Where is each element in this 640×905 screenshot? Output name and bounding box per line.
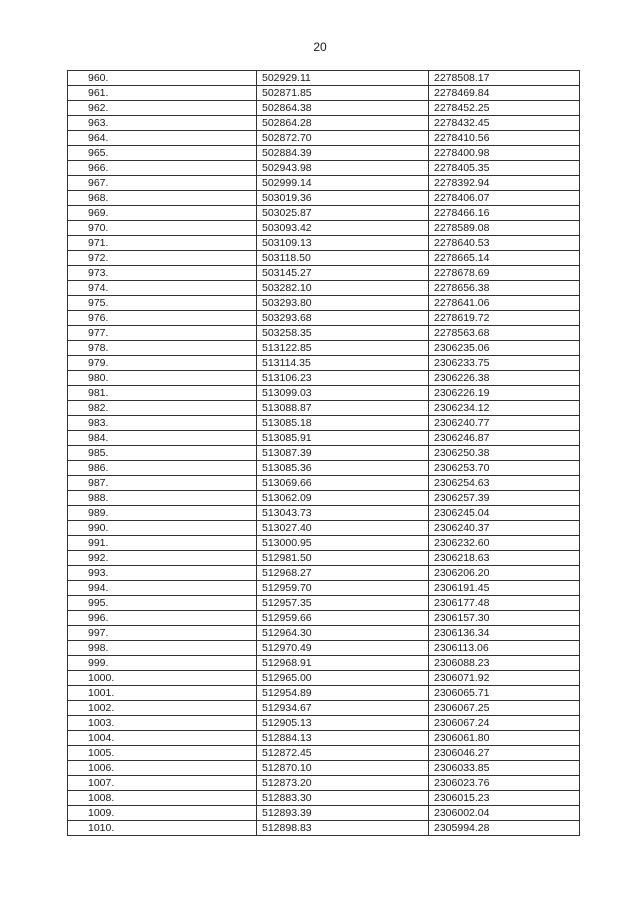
y-coordinate-cell: 2278619.72 [429, 311, 580, 326]
point-number-cell: 990. [68, 521, 257, 536]
table-row [68, 101, 580, 116]
y-coordinate-cell: 2278641.06 [429, 296, 580, 311]
table-row [68, 221, 580, 236]
table-row [68, 71, 580, 86]
x-coordinate-cell: 502864.38 [257, 101, 429, 116]
table-row [68, 401, 580, 416]
x-coordinate-cell: 503019.36 [257, 191, 429, 206]
table-row [68, 386, 580, 401]
y-coordinate-cell: 2306253.70 [429, 461, 580, 476]
y-coordinate-cell: 2306046.27 [429, 746, 580, 761]
y-coordinate-cell: 2306033.85 [429, 761, 580, 776]
table-row [68, 326, 580, 341]
y-coordinate-cell: 2278678.69 [429, 266, 580, 281]
point-number-cell: 965. [68, 146, 257, 161]
y-coordinate-cell: 2306067.24 [429, 716, 580, 731]
x-coordinate-cell: 513062.09 [257, 491, 429, 506]
point-number-cell: 1002. [68, 701, 257, 716]
table-row [68, 491, 580, 506]
table-row [68, 686, 580, 701]
y-coordinate-cell: 2306240.77 [429, 416, 580, 431]
y-coordinate-cell: 2306065.71 [429, 686, 580, 701]
x-coordinate-cell: 503025.87 [257, 206, 429, 221]
table-row [68, 86, 580, 101]
x-coordinate-cell: 512934.67 [257, 701, 429, 716]
point-number-cell: 978. [68, 341, 257, 356]
table-row [68, 776, 580, 791]
x-coordinate-cell: 513027.40 [257, 521, 429, 536]
point-number-cell: 983. [68, 416, 257, 431]
y-coordinate-cell: 2306245.04 [429, 506, 580, 521]
point-number-cell: 1003. [68, 716, 257, 731]
point-number-cell: 974. [68, 281, 257, 296]
table-row [68, 266, 580, 281]
table-row [68, 536, 580, 551]
coordinates-table [67, 70, 580, 836]
x-coordinate-cell: 512898.83 [257, 821, 429, 836]
table-row [68, 356, 580, 371]
x-coordinate-cell: 512905.13 [257, 716, 429, 731]
x-coordinate-cell: 502999.14 [257, 176, 429, 191]
point-number-cell: 973. [68, 266, 257, 281]
point-number-cell: 997. [68, 626, 257, 641]
x-coordinate-cell: 502872.70 [257, 131, 429, 146]
y-coordinate-cell: 2306191.45 [429, 581, 580, 596]
table-row [68, 791, 580, 806]
x-coordinate-cell: 503282.10 [257, 281, 429, 296]
x-coordinate-cell: 502929.11 [257, 71, 429, 86]
x-coordinate-cell: 513000.95 [257, 536, 429, 551]
table-row [68, 116, 580, 131]
point-number-cell: 966. [68, 161, 257, 176]
table-row [68, 761, 580, 776]
y-coordinate-cell: 2278452.25 [429, 101, 580, 116]
table-row [68, 236, 580, 251]
table-row [68, 626, 580, 641]
y-coordinate-cell: 2306015.23 [429, 791, 580, 806]
x-coordinate-cell: 512884.13 [257, 731, 429, 746]
x-coordinate-cell: 503145.27 [257, 266, 429, 281]
table-row [68, 191, 580, 206]
point-number-cell: 970. [68, 221, 257, 236]
point-number-cell: 969. [68, 206, 257, 221]
point-number-cell: 995. [68, 596, 257, 611]
point-number-cell: 987. [68, 476, 257, 491]
y-coordinate-cell: 2306250.38 [429, 446, 580, 461]
point-number-cell: 971. [68, 236, 257, 251]
y-coordinate-cell: 2306254.63 [429, 476, 580, 491]
point-number-cell: 975. [68, 296, 257, 311]
x-coordinate-cell: 513069.66 [257, 476, 429, 491]
y-coordinate-cell: 2306234.12 [429, 401, 580, 416]
y-coordinate-cell: 2305994.28 [429, 821, 580, 836]
x-coordinate-cell: 503093.42 [257, 221, 429, 236]
x-coordinate-cell: 512970.49 [257, 641, 429, 656]
x-coordinate-cell: 512981.50 [257, 551, 429, 566]
table-row [68, 551, 580, 566]
table-row [68, 281, 580, 296]
y-coordinate-cell: 2306240.37 [429, 521, 580, 536]
x-coordinate-cell: 512968.91 [257, 656, 429, 671]
table-row [68, 341, 580, 356]
point-number-cell: 996. [68, 611, 257, 626]
x-coordinate-cell: 513085.36 [257, 461, 429, 476]
x-coordinate-cell: 503118.50 [257, 251, 429, 266]
table-row [68, 716, 580, 731]
point-number-cell: 1005. [68, 746, 257, 761]
y-coordinate-cell: 2278400.98 [429, 146, 580, 161]
x-coordinate-cell: 502884.39 [257, 146, 429, 161]
point-number-cell: 994. [68, 581, 257, 596]
y-coordinate-cell: 2278405.35 [429, 161, 580, 176]
y-coordinate-cell: 2306235.06 [429, 341, 580, 356]
point-number-cell: 982. [68, 401, 257, 416]
table-row [68, 161, 580, 176]
table-row [68, 566, 580, 581]
x-coordinate-cell: 512883.30 [257, 791, 429, 806]
point-number-cell: 962. [68, 101, 257, 116]
y-coordinate-cell: 2306218.63 [429, 551, 580, 566]
x-coordinate-cell: 513087.39 [257, 446, 429, 461]
x-coordinate-cell: 512965.00 [257, 671, 429, 686]
page-number: 20 [313, 40, 327, 54]
y-coordinate-cell: 2278406.07 [429, 191, 580, 206]
point-number-cell: 988. [68, 491, 257, 506]
table-row [68, 671, 580, 686]
table-row [68, 821, 580, 836]
x-coordinate-cell: 503293.80 [257, 296, 429, 311]
x-coordinate-cell: 513085.91 [257, 431, 429, 446]
x-coordinate-cell: 502864.28 [257, 116, 429, 131]
x-coordinate-cell: 512870.10 [257, 761, 429, 776]
table-row [68, 176, 580, 191]
point-number-cell: 1004. [68, 731, 257, 746]
point-number-cell: 986. [68, 461, 257, 476]
point-number-cell: 963. [68, 116, 257, 131]
point-number-cell: 991. [68, 536, 257, 551]
y-coordinate-cell: 2306257.39 [429, 491, 580, 506]
x-coordinate-cell: 512964.30 [257, 626, 429, 641]
table-row [68, 656, 580, 671]
table-row [68, 701, 580, 716]
y-coordinate-cell: 2278589.08 [429, 221, 580, 236]
y-coordinate-cell: 2306088.23 [429, 656, 580, 671]
point-number-cell: 981. [68, 386, 257, 401]
point-number-cell: 992. [68, 551, 257, 566]
x-coordinate-cell: 513114.35 [257, 356, 429, 371]
table-row [68, 431, 580, 446]
y-coordinate-cell: 2306177.48 [429, 596, 580, 611]
table-row [68, 746, 580, 761]
point-number-cell: 1000. [68, 671, 257, 686]
point-number-cell: 977. [68, 326, 257, 341]
point-number-cell: 972. [68, 251, 257, 266]
x-coordinate-cell: 512954.89 [257, 686, 429, 701]
y-coordinate-cell: 2306246.87 [429, 431, 580, 446]
x-coordinate-cell: 513085.18 [257, 416, 429, 431]
table-row [68, 206, 580, 221]
y-coordinate-cell: 2306206.20 [429, 566, 580, 581]
x-coordinate-cell: 512959.70 [257, 581, 429, 596]
table-row [68, 371, 580, 386]
y-coordinate-cell: 2278392.94 [429, 176, 580, 191]
y-coordinate-cell: 2278640.53 [429, 236, 580, 251]
point-number-cell: 1009. [68, 806, 257, 821]
point-number-cell: 1010. [68, 821, 257, 836]
table-row [68, 611, 580, 626]
table-row [68, 641, 580, 656]
y-coordinate-cell: 2278665.14 [429, 251, 580, 266]
point-number-cell: 1008. [68, 791, 257, 806]
y-coordinate-cell: 2278466.16 [429, 206, 580, 221]
point-number-cell: 980. [68, 371, 257, 386]
point-number-cell: 979. [68, 356, 257, 371]
x-coordinate-cell: 512957.35 [257, 596, 429, 611]
point-number-cell: 976. [68, 311, 257, 326]
y-coordinate-cell: 2306067.25 [429, 701, 580, 716]
coordinates-table-body [68, 71, 580, 836]
x-coordinate-cell: 513106.23 [257, 371, 429, 386]
point-number-cell: 964. [68, 131, 257, 146]
y-coordinate-cell: 2306061.80 [429, 731, 580, 746]
point-number-cell: 985. [68, 446, 257, 461]
point-number-cell: 1006. [68, 761, 257, 776]
x-coordinate-cell: 513099.03 [257, 386, 429, 401]
y-coordinate-cell: 2278563.68 [429, 326, 580, 341]
table-row [68, 476, 580, 491]
point-number-cell: 1007. [68, 776, 257, 791]
point-number-cell: 1001. [68, 686, 257, 701]
x-coordinate-cell: 512873.20 [257, 776, 429, 791]
point-number-cell: 993. [68, 566, 257, 581]
y-coordinate-cell: 2306226.38 [429, 371, 580, 386]
point-number-cell: 984. [68, 431, 257, 446]
table-row [68, 506, 580, 521]
x-coordinate-cell: 512893.39 [257, 806, 429, 821]
y-coordinate-cell: 2306113.06 [429, 641, 580, 656]
x-coordinate-cell: 512968.27 [257, 566, 429, 581]
table-row [68, 731, 580, 746]
table-row [68, 416, 580, 431]
table-row [68, 806, 580, 821]
y-coordinate-cell: 2278432.45 [429, 116, 580, 131]
point-number-cell: 999. [68, 656, 257, 671]
x-coordinate-cell: 502943.98 [257, 161, 429, 176]
y-coordinate-cell: 2278469.84 [429, 86, 580, 101]
y-coordinate-cell: 2278508.17 [429, 71, 580, 86]
y-coordinate-cell: 2306233.75 [429, 356, 580, 371]
x-coordinate-cell: 513088.87 [257, 401, 429, 416]
table-row [68, 131, 580, 146]
table-row [68, 296, 580, 311]
x-coordinate-cell: 503258.35 [257, 326, 429, 341]
x-coordinate-cell: 512959.66 [257, 611, 429, 626]
point-number-cell: 968. [68, 191, 257, 206]
table-row [68, 521, 580, 536]
table-row [68, 446, 580, 461]
x-coordinate-cell: 513043.73 [257, 506, 429, 521]
point-number-cell: 998. [68, 641, 257, 656]
y-coordinate-cell: 2306023.76 [429, 776, 580, 791]
point-number-cell: 961. [68, 86, 257, 101]
table-row [68, 461, 580, 476]
y-coordinate-cell: 2306226.19 [429, 386, 580, 401]
y-coordinate-cell: 2306232.60 [429, 536, 580, 551]
x-coordinate-cell: 503293.68 [257, 311, 429, 326]
x-coordinate-cell: 512872.45 [257, 746, 429, 761]
x-coordinate-cell: 502871.85 [257, 86, 429, 101]
table-row [68, 146, 580, 161]
y-coordinate-cell: 2278410.56 [429, 131, 580, 146]
x-coordinate-cell: 513122.85 [257, 341, 429, 356]
table-row [68, 251, 580, 266]
point-number-cell: 989. [68, 506, 257, 521]
y-coordinate-cell: 2306071.92 [429, 671, 580, 686]
table-row [68, 311, 580, 326]
y-coordinate-cell: 2278656.38 [429, 281, 580, 296]
x-coordinate-cell: 503109.13 [257, 236, 429, 251]
y-coordinate-cell: 2306002.04 [429, 806, 580, 821]
point-number-cell: 960. [68, 71, 257, 86]
point-number-cell: 967. [68, 176, 257, 191]
y-coordinate-cell: 2306136.34 [429, 626, 580, 641]
y-coordinate-cell: 2306157.30 [429, 611, 580, 626]
table-row [68, 581, 580, 596]
table-row [68, 596, 580, 611]
